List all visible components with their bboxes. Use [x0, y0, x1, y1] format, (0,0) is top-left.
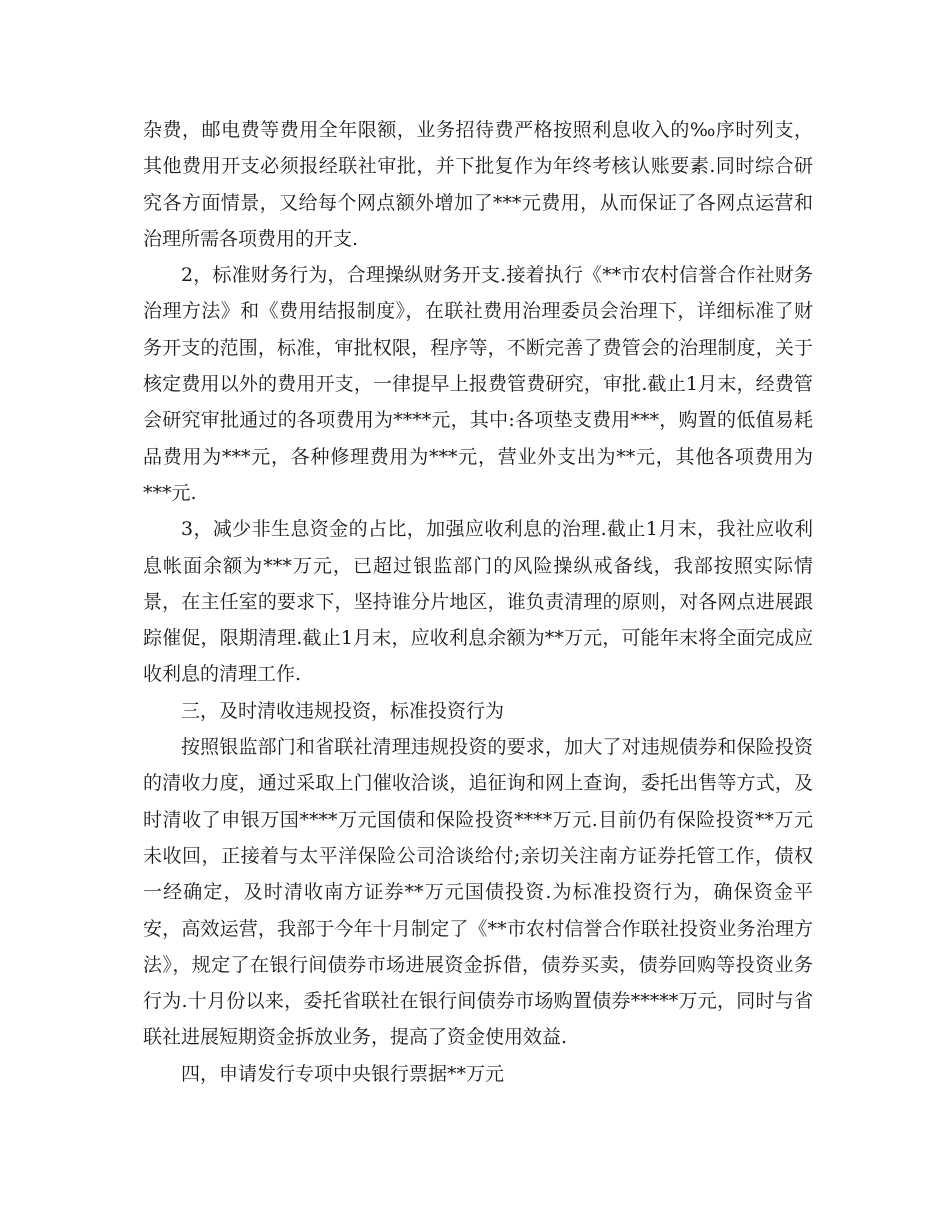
document-body: [143, 112, 813, 1092]
paragraph-financial-standards: 2，标准财务行为，合理操纵财务开支.接着执行《**市农村信誉合作社财务治理方法》和《费用结报制度》，在联社费用治理委员会治理下，详细标准了财务开支的范围，标准，审批权限，程序等，不断完善了费管会的治理制度，关于核定费用以外的费用开支，一律提早上报费管费研究，审批.截止1月末，经费管会研究审批通过的各项费用为****元，其中:各项垫支费用***，购置的低值易耗品费用为***元，各种修理费用为***元，营业外支出为**元，其他各项费用为***元.: [143, 264, 813, 504]
paragraph-investment-recovery: 按照银监部门和省联社清理违规投资的要求，加大了对违规债券和保险投资的清收力度，通过采取上门催收洽谈，追征询和网上查询，委托出售等方式，及时清收了申银万国****万元国债和保险投资****万元.目前仍有保险投资**万元未收回，正接着与太平洋保险公司洽谈给付;亲切关注南方证券托管工作，债权一经确定，及时清收南方证券**万元国债投资.为标准投资行为，确保资金平安，高效运营，我部于今年十月制定了《**市农村信誉合作联社投资业务治理方法》，规定了在银行间债券市场进展资金拆借，债券买卖，债券回购等投资业务行为.十月份以来，委托省联社在银行间债券市场购置债券*****万元，同时与省联社进展短期资金拆放业务，提高了资金使用效益.: [143, 736, 813, 1049]
paragraph-interest-receivable: 3，减少非生息资金的占比，加强应收利息的治理.截止1月末，我社应收利息帐面余额为***万元，已超过银监部门的风险操纵戒备线，我部按照实际情景，在主任室的要求下，坚持谁分片地区，谁负责清理的原则，对各网点进展跟踪催促，限期清理.截止1月末，应收利息余额为**万元，可能年末将全面完成应收利息的清理工作.: [143, 518, 813, 686]
section-heading-three: 三，及时清收违规投资，标准投资行为: [181, 699, 505, 722]
section-heading-four: 四，申请发行专项中央银行票据**万元: [181, 1062, 505, 1085]
paragraph-expense-limits: 杂费，邮电费等费用全年限额，业务招待费严格按照利息收入的‰序时列支，其他费用开支必须报经联社审批，并下批复作为年终考核认账要素.同时综合研究各方面情景，又给每个网点额外增加了***元费用，从而保证了各网点运营和治理所需各项费用的开支.: [143, 119, 813, 250]
